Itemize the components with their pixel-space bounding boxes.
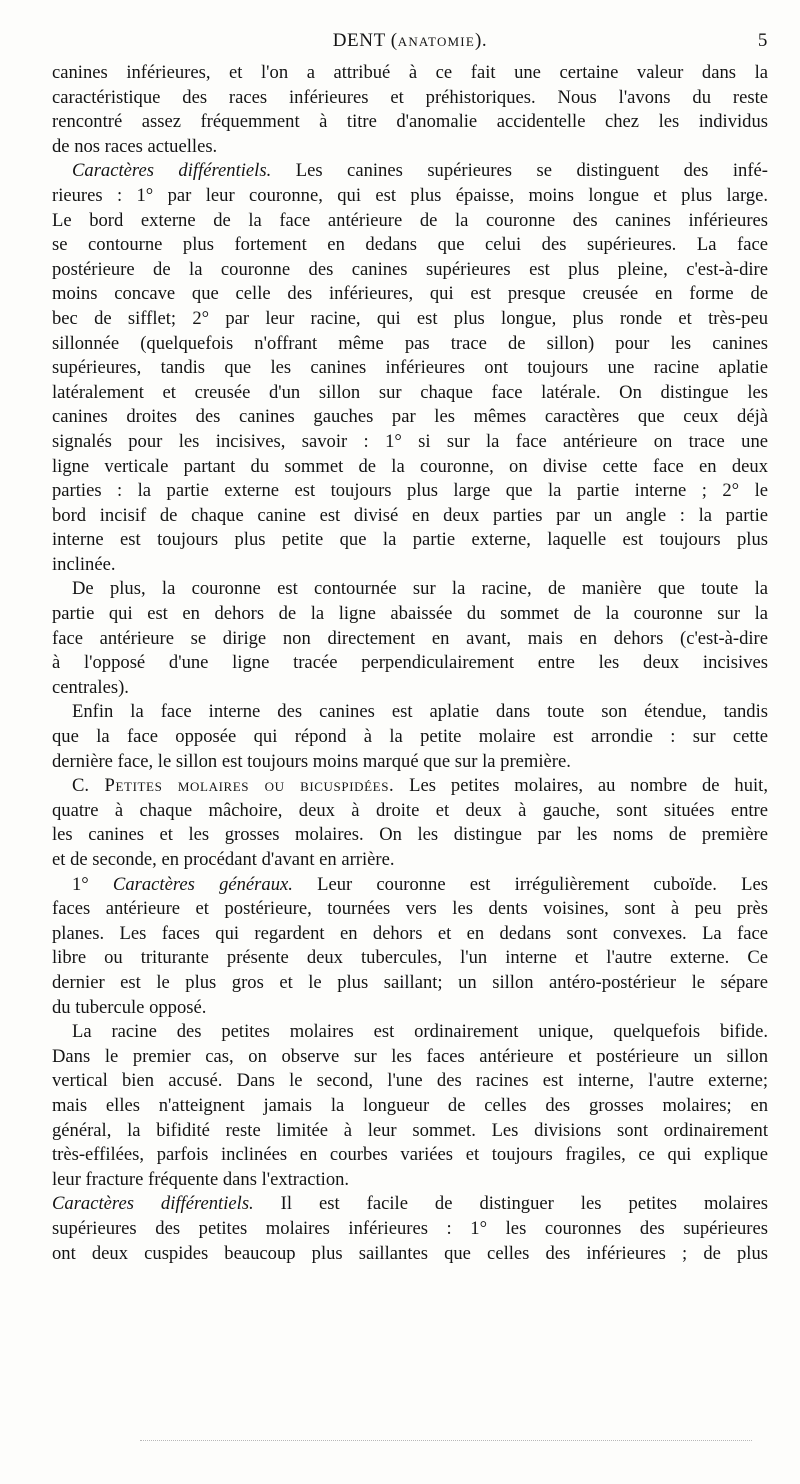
text-line: très-effilées, parfois inclinées en courbes variées et toujours fragiles, ce qui explique xyxy=(52,1144,768,1166)
text-line: de nos races actuelles. xyxy=(52,135,218,157)
header-title xyxy=(52,30,768,52)
text-line: quatre à chaque mâchoire, deux à droite et deux à gauche, sont situées entre xyxy=(52,799,768,821)
text-line: De plus, la couronne est contournée sur la racine, de manière que toute la xyxy=(72,578,768,600)
text-line: canines inférieures, et l'on a attribué à ce fait une certaine valeur dans la xyxy=(52,62,768,83)
text-line: faces antérieure et postérieure, tournées vers les dents voisines, sont à peu près xyxy=(52,898,768,920)
text-line: et de seconde, en procédant d'avant en arrière. xyxy=(52,849,395,870)
text-line: supérieures des petites molaires inférieures : 1° les couronnes des supérieures xyxy=(52,1217,768,1239)
text-line: vertical bien accusé. Dans le second, l'une des racines est interne, l'autre externe; xyxy=(52,1070,768,1092)
text-line: caractéristique des races inférieures et préhistoriques. Nous l'avons du reste xyxy=(52,86,768,108)
header-title-smallcaps: ANATOMIE xyxy=(397,34,475,49)
text-fragment: Il est facile de distinguer les petites molaires xyxy=(253,1193,768,1215)
text-line: Le bord externe de la face antérieure de la couronne des canines inférieures xyxy=(52,209,768,231)
text-line: planes. Les faces qui regardent en dehors et en dedans sont convexes. La face xyxy=(52,922,768,944)
text-fragment: Les canines supérieures se distinguent des infé- xyxy=(271,160,768,182)
text-line: latéralement et creusée d'un sillon sur chaque face latérale. On distingue les xyxy=(52,381,768,403)
text-line: partie qui est en dehors de la ligne abaissée du sommet de la couronne sur la xyxy=(52,603,768,625)
text-line: dernière face, le sillon est toujours moins marqué que sur la première. xyxy=(52,750,571,772)
body-text xyxy=(52,61,768,1266)
text-line: signalés pour les incisives, savoir : 1° si sur la face antérieure on trace une xyxy=(52,430,768,452)
text-line: à l'opposé d'une ligne tracée perpendiculairement entre les deux incisives xyxy=(52,652,768,674)
bottom-rule xyxy=(140,1440,752,1442)
text-line: sillonnée (quelquefois n'offrant même pas trace de sillon) pour les canines xyxy=(52,332,768,354)
section-letter: C. xyxy=(72,775,90,797)
text-line: dernier est le plus gros et le plus saillant; un sillon antéro-postérieur le sépare xyxy=(52,971,768,993)
text-line: rieures : 1° par leur couronne, qui est plus épaisse, moins longue et plus large. xyxy=(52,184,768,206)
text-line-heading xyxy=(52,159,768,184)
text-line: interne est toujours plus petite que la partie externe, laquelle est toujours plus xyxy=(52,529,768,551)
section-heading-generaux: Caractères généraux. xyxy=(88,873,293,895)
text-line: libre ou triturante présente deux tubercules, l'un interne et l'autre externe. Ce xyxy=(52,947,768,969)
section-number: 1° xyxy=(72,873,89,895)
text-line: mais elles n'atteignent jamais la longueur de celles des grosses molaires; en xyxy=(52,1094,768,1116)
section-heading-differential-molaires: Caractères différentiels. xyxy=(52,1193,254,1215)
text-fragment: Les petites molaires, au nombre de huit, xyxy=(394,775,768,797)
text-line: La racine des petites molaires est ordinairement unique, quelquefois bifide. xyxy=(72,1021,768,1043)
text-line: ligne verticale partant du sommet de la couronne, on divise cette face en deux xyxy=(52,455,768,477)
text-line: Dans le premier cas, on observe sur les faces antérieure et postérieure un sillon xyxy=(52,1045,768,1067)
header-title-main: DENT ( xyxy=(332,30,398,51)
text-line: parties : la partie externe est toujours plus large que la partie interne ; 2° le xyxy=(52,480,768,502)
text-line: postérieure de la couronne des canines supérieures est plus pleine, c'est-à-dire xyxy=(52,258,768,280)
text-line: leur fracture fréquente dans l'extraction. xyxy=(52,1168,350,1190)
section-heading-differential: Caractères différentiels. xyxy=(72,160,272,182)
text-line: les canines et les grosses molaires. On les distingue par les noms de première xyxy=(52,824,768,846)
text-line: du tubercule opposé. xyxy=(52,996,207,1018)
running-header xyxy=(52,30,768,56)
page-number: 5 xyxy=(757,30,768,51)
text-line: bec de sifflet; 2° par leur racine, qui est plus longue, plus ronde et très-peu xyxy=(52,307,768,329)
text-line-heading xyxy=(52,873,768,898)
text-line: canines droites des canines gauches par les mêmes caractères que ceux déjà xyxy=(52,406,768,428)
text-line: rencontré assez fréquemment à titre d'anomalie accidentelle chez les individus xyxy=(52,111,768,133)
text-line: inclinée. xyxy=(52,553,116,575)
text-line-heading xyxy=(52,774,768,799)
text-line: moins concave que celle des inférieures, qui est presque creusée en forme de xyxy=(52,283,768,305)
text-line: ont deux cuspides beaucoup plus saillantes que celles des inférieures ; de plus xyxy=(52,1242,768,1264)
text-line: face antérieure se dirige non directement en avant, mais en dehors (c'est-à-dire xyxy=(52,627,768,649)
text-fragment: Leur couronne est irrégulièrement cuboïde. Les xyxy=(292,873,768,895)
text-line: centrales). xyxy=(52,676,129,698)
text-line: Enfin la face interne des canines est aplatie dans toute son étendue, tandis xyxy=(72,701,768,723)
section-heading-petites-molaires: Petites molaires ou bicuspidées. xyxy=(89,775,395,797)
text-line: que la face opposée qui répond à la petite molaire est arrondie : sur cette xyxy=(52,726,768,748)
text-line-heading xyxy=(52,1192,768,1217)
header-title-end: ). xyxy=(474,30,488,51)
text-line: se contourne plus fortement en dedans que celui des supérieures. La face xyxy=(52,234,768,256)
text-line: général, la bifidité reste limitée à leur sommet. Les divisions sont ordinairement xyxy=(52,1119,768,1141)
text-line: bord incisif de chaque canine est divisé en deux parties par un angle : la partie xyxy=(52,504,768,526)
text-line: supérieures, tandis que les canines inférieures ont toujours une racine aplatie xyxy=(52,357,768,379)
